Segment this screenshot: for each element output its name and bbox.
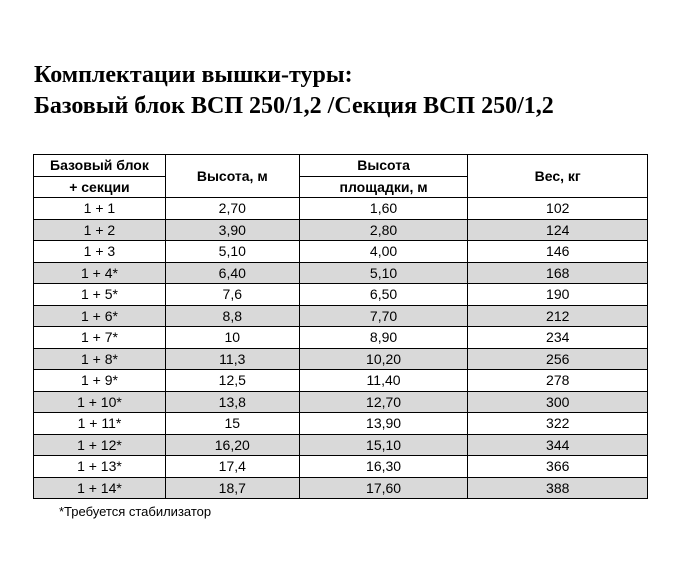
table-row [34,305,648,327]
cell-weight: 322 [468,413,648,435]
cell-height: 6,40 [165,262,299,284]
cell-weight: 190 [468,284,648,306]
cell-config: 1 + 13* [34,456,166,478]
table-row [34,477,648,499]
cell-platform: 6,50 [299,284,468,306]
cell-weight: 124 [468,219,648,241]
title-line-1: Комплектации вышки-туры: [34,62,353,88]
cell-config: 1 + 3 [34,241,166,263]
cell-platform: 12,70 [299,391,468,413]
table-row [34,284,648,306]
cell-platform: 16,30 [299,456,468,478]
title-line-2: Базовый блок ВСП 250/1,2 /Секция ВСП 250/1,2 [34,93,554,119]
cell-config: 1 + 11* [34,413,166,435]
cell-config: 1 + 10* [34,391,166,413]
table-row [34,262,648,284]
cell-config: 1 + 7* [34,327,166,349]
cell-height: 7,6 [165,284,299,306]
cell-platform: 11,40 [299,370,468,392]
cell-weight: 256 [468,348,648,370]
cell-platform: 13,90 [299,413,468,435]
cell-config: 1 + 2 [34,219,166,241]
cell-height: 16,20 [165,434,299,456]
table-row [34,456,648,478]
table-row [34,219,648,241]
cell-height: 8,8 [165,305,299,327]
cell-height: 13,8 [165,391,299,413]
table-row [34,370,648,392]
specs-table [33,154,648,499]
cell-platform: 7,70 [299,305,468,327]
header-platform-line2: площадки, м [299,176,468,198]
cell-weight: 168 [468,262,648,284]
cell-config: 1 + 12* [34,434,166,456]
header-platform-line1: Высота [299,155,468,177]
table-row [34,413,648,435]
header-height: Высота, м [165,155,299,198]
cell-weight: 278 [468,370,648,392]
cell-height: 11,3 [165,348,299,370]
cell-platform: 2,80 [299,219,468,241]
cell-platform: 17,60 [299,477,468,499]
cell-height: 5,10 [165,241,299,263]
cell-height: 15 [165,413,299,435]
table-row [34,391,648,413]
cell-height: 12,5 [165,370,299,392]
page-title [34,60,554,122]
header-config-line2: + секции [34,176,166,198]
cell-weight: 300 [468,391,648,413]
header-config-line1: Базовый блок [34,155,166,177]
cell-config: 1 + 6* [34,305,166,327]
cell-weight: 366 [468,456,648,478]
cell-config: 1 + 14* [34,477,166,499]
cell-weight: 146 [468,241,648,263]
table-row [34,434,648,456]
table-row [34,241,648,263]
footnote: *Требуется стабилизатор [59,504,212,519]
table-body [34,198,648,499]
cell-config: 1 + 4* [34,262,166,284]
table-row [34,348,648,370]
cell-height: 3,90 [165,219,299,241]
cell-weight: 212 [468,305,648,327]
cell-weight: 344 [468,434,648,456]
cell-weight: 388 [468,477,648,499]
table-row [34,198,648,220]
cell-config: 1 + 5* [34,284,166,306]
cell-platform: 4,00 [299,241,468,263]
cell-config: 1 + 9* [34,370,166,392]
cell-height: 10 [165,327,299,349]
cell-height: 2,70 [165,198,299,220]
cell-platform: 1,60 [299,198,468,220]
cell-platform: 8,90 [299,327,468,349]
cell-height: 17,4 [165,456,299,478]
cell-platform: 10,20 [299,348,468,370]
cell-platform: 15,10 [299,434,468,456]
cell-platform: 5,10 [299,262,468,284]
cell-config: 1 + 1 [34,198,166,220]
table-row [34,327,648,349]
header-weight: Вес, кг [468,155,648,198]
cell-config: 1 + 8* [34,348,166,370]
cell-height: 18,7 [165,477,299,499]
cell-weight: 102 [468,198,648,220]
cell-weight: 234 [468,327,648,349]
